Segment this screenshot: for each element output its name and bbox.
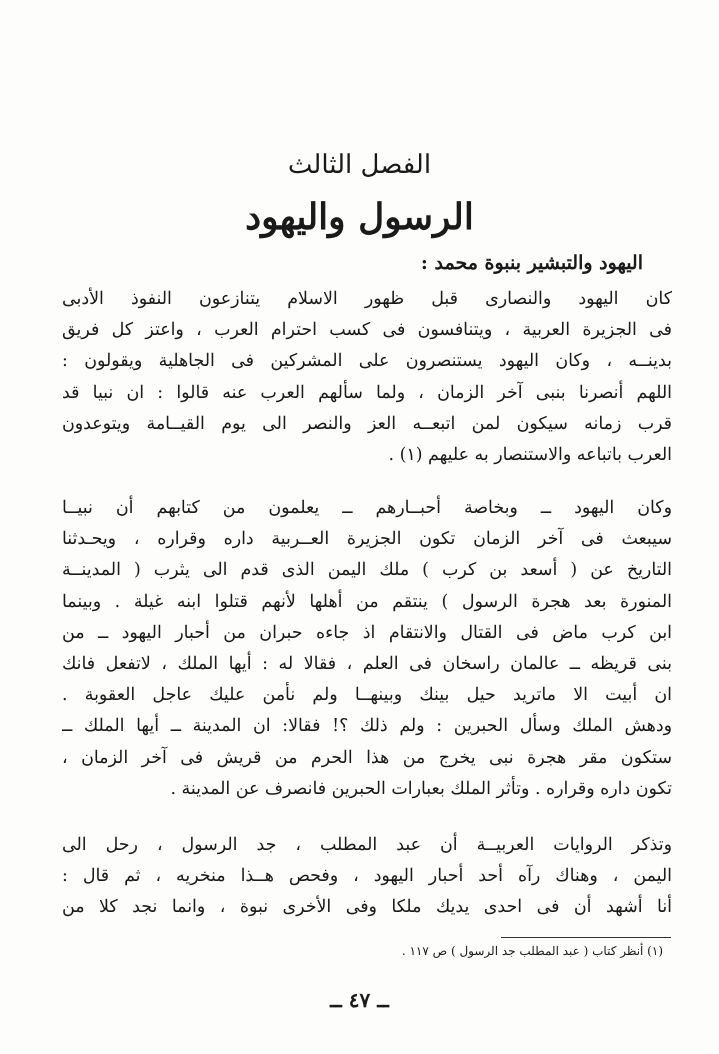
- text-line: بنى قريظه ــ عالمان راسخان فى العلم ، فقالا له : أيها الملك ، لاتفعل فانك: [62, 653, 672, 674]
- text-line: التاريخ عن ( أسعد بن كرب ) ملك اليمن الذى قدم الى يثرب ( المدينــة: [62, 560, 672, 581]
- text-line: تكون داره وقراره . وتأثر الملك بعبارات الحبرين فانصرف عن المدينة .: [170, 778, 672, 799]
- paragraph-2: [62, 493, 672, 805]
- footnote-divider: [501, 937, 671, 938]
- paragraph-1: [62, 284, 672, 471]
- text-line: ابن كرب ماض فى القتال والانتقام اذ جاءه حبران من أحبار اليهود ــ من: [62, 622, 672, 643]
- text-line: أنا أشهد أن فى احدى يديك ملكا وفى الأخرى نبوة ، وانما نجد كلا من: [62, 897, 672, 918]
- text-line: سيبعث فى آخر الزمان تكون الجزيرة العــربية داره وقراره ، ويحـدثنا: [62, 529, 672, 550]
- text-line: وتذكر الروايات العربيــة أن عبد المطلب ، جد الرسول ، رحل الى: [62, 835, 672, 855]
- footnote: (١) أنظر كتاب ( عبد المطلب جد الرسول ) ص ١١٧ .: [401, 944, 663, 958]
- paragraph-3: [62, 830, 672, 924]
- text-line: المنورة بعد هجرة الرسول ) ينتقم من أهلها لأنهم قتلوا ابنه غيلة . وبينما: [62, 591, 672, 612]
- text-line: اللهم أنصرنا بنبى آخر الزمان ، ولما سألهم العرب عنه قالوا : ان نبيا قد: [62, 382, 672, 403]
- page-number: ــ ٤٧ ــ: [330, 988, 389, 1012]
- text-line: بدينــه ، وكان اليهود يستنصرون على المشركين فى الجاهلية ويقولون :: [62, 351, 672, 372]
- chapter-title: الرسول واليهود: [245, 196, 474, 238]
- text-line: فى الجزيرة العربية ، ويتنافسون فى كسب احترام العرب ، واعتز كل فريق: [62, 320, 672, 341]
- section-heading: اليهود والتبشير بنبوة محمد :: [420, 252, 643, 274]
- text-line: وكان اليهود ــ وبخاصة أحبــارهم ــ يعلمون من كتابهم أن نبيــا: [62, 498, 672, 518]
- text-line: قرب زمانه سيكون لمن اتبعــه العز والنصر الى يوم القيــامة ويتوعدون: [62, 413, 672, 434]
- text-line: اليمن ، وهناك رآه أحد أحبار اليهود ، وفحص هــذا منخريه ، ثم قال :: [62, 866, 672, 887]
- text-line: ان أبيت الا ماتريد حيل بينك وبينهــا ولم نأمن عليك عاجل العقوبة .: [62, 685, 672, 706]
- chapter-label: الفصل الثالث: [287, 150, 432, 180]
- text-line: العرب باتباعه والاستنصار به عليهم (١) .: [388, 444, 672, 465]
- text-line: كان اليهود والنصارى قبل ظهور الاسلام يتنازعون النفوذ الأدبى: [62, 289, 672, 309]
- text-line: ودهش الملك وسأل الحبرين : ولم ذلك ؟! فقالا: ان المدينة ــ أيها الملك ــ: [62, 716, 672, 737]
- text-line: ستكون مقر هجرة نبى يخرج من هذا الحرم من قريش فى آخر الزمان ،: [62, 747, 672, 768]
